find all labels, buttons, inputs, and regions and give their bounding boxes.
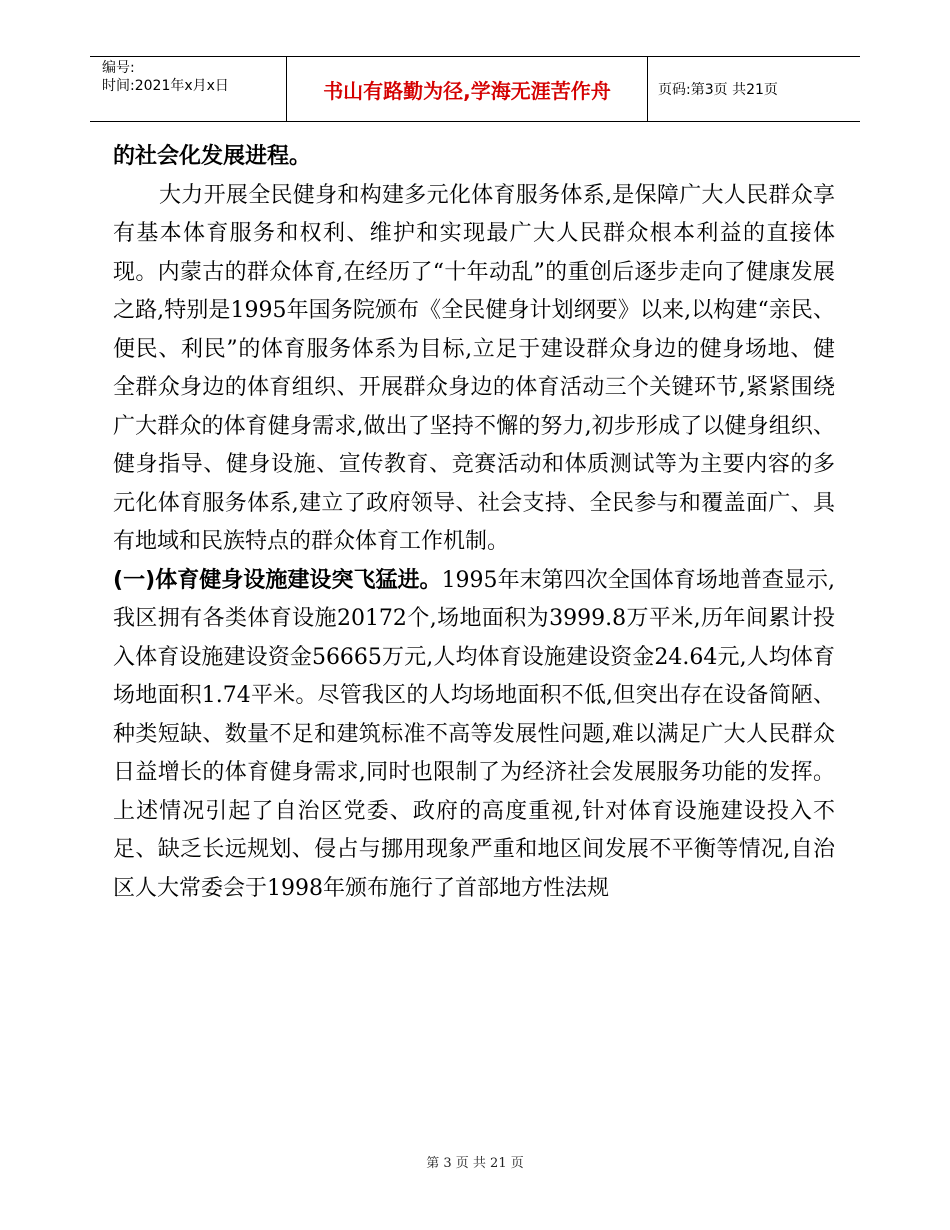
time-label: 时间:2021年x月x日: [102, 78, 229, 94]
section-heading: (一)体育健身设施建设突飞猛进。: [113, 567, 442, 593]
section-text: 1995年末第四次全国体育场地普查显示,我区拥有各类体育设施20172个,场地面积为3999.8万平米,历年间累计投入体育设施建设资金56665万元,人均体育设施建设资金24.64元,人均体育场地面积1.74平米。尽管我区的人均场地面积不低,但突出存在设备简陋、种类短缺、数量不足和建筑标准不高等发展性问题,难以满足广大人民群众日益增长的体育健身需求,同时也限制了为经济社会发展服务功能的发挥。上述情况引起了自治区党委、政府的高度重视,针对体育设施建设投入不足、缺乏长远规划、侵占与挪用现象严重和地区间发展不平衡等情况,自治区人大常委会于1998年颁布施行了首部地方性法规: [113, 567, 835, 901]
header-page-info: 页码:第3页 共21页: [658, 82, 778, 98]
document-body: [113, 138, 835, 908]
paragraph-continuation: 的社会化发展进程。: [113, 144, 312, 169]
paragraph-section-1: [113, 562, 835, 909]
header-meta: [90, 57, 286, 121]
paragraph-intro: 大力开展全民健身和构建多元化体育服务体系,是保障广大人民群众享有基本体育服务和权利、维护和实现最广大人民群众根本利益的直接体现。内蒙古的群众体育,在经历了“十年动乱”的重创后逐步走向了健康发展之路,特别是1995年国务院颁布《全民健身计划纲要》以来,以构建“亲民、便民、利民”的体育服务体系为目标,立足于建设群众身边的健身场地、健全群众身边的体育组织、开展群众身边的体育活动三个关键环节,紧紧围绕广大群众的体育健身需求,做出了坚持不懈的努力,初步形成了以健身组织、健身指导、健身设施、宣传教育、竞赛活动和体质测试等为主要内容的多元化体育服务体系,建立了政府领导、社会支持、全民参与和覆盖面广、具有地域和民族特点的群众体育工作机制。: [113, 182, 835, 554]
header-motto: 书山有路勤为径,学海无涯苦作舟: [286, 57, 648, 121]
number-label: 编号:: [102, 60, 135, 76]
document-header: [90, 56, 860, 122]
page-footer: 第 3 页 共 21 页: [426, 1156, 524, 1171]
